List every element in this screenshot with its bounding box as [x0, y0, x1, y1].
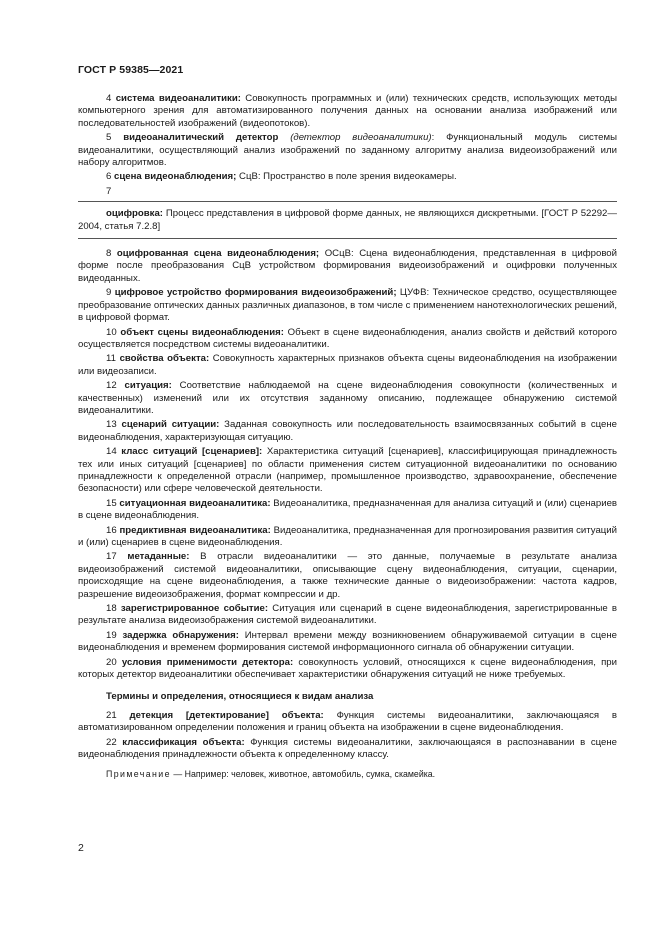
entry-term: система видеоаналитики:	[115, 93, 241, 104]
entry-7-term: оцифровка:	[106, 208, 164, 220]
term-entry-16	[78, 525, 617, 550]
term-list-top	[78, 93, 617, 184]
entry-definition: Совокупность программных и (или) технических средств, использующих методы компьютерного зрения для автоматизированного получения данных на основании анализа изображений или последовательностей изображений (видеопотоков).	[78, 93, 617, 129]
note	[78, 768, 617, 780]
entry-number: 13	[106, 419, 117, 431]
entry-term: сцена видеонаблюдения;	[114, 171, 237, 183]
term-entry-22	[78, 737, 617, 762]
page-number: 2	[78, 842, 84, 854]
term-entry-11	[78, 353, 617, 378]
entry-definition: Интервал времени между возникновением обнаруживаемой ситуации в сцене видеонаблюдения и временем формирования системой информационного сигнала об обнаружении ситуации.	[78, 629, 617, 654]
entry-definition: ЦУФВ: Техническое средство, осуществляющее преобразование оптических данных различных диапазонов, в том числе с применением нанотехнологических решений, в цифровой формат.	[78, 287, 617, 324]
entry-number: 18	[106, 603, 117, 615]
term-entry-10	[78, 327, 617, 352]
term-entry-17	[78, 551, 617, 601]
entry-term: цифровое устройство формирования видеоизображений;	[114, 287, 397, 299]
entry-definition: Характеристика ситуаций [сценариев], классифицирующая принадлежность тех или иных ситуаций [сценариев] по области применения систем ситуационной видеоаналитики по основанию принадлежности к определенной отрасли (например, промышленное производство, здравоохранение, обеспечение безопасности) или сфере человеческой деятельности.	[78, 446, 617, 495]
entry-number: 12	[106, 380, 117, 392]
term-entry-18	[78, 603, 617, 628]
entry-definition: Соответствие наблюдаемой на сцене видеонаблюдения совокупности (количественных и качественных) изменений или их отсутствия заданному описанию, подлежащее обнаружению системой видеоаналитики.	[78, 380, 617, 416]
entry-term: предиктивная видеоаналитика:	[119, 524, 271, 536]
entry-number: 6	[106, 171, 112, 183]
entry-number: 22	[106, 736, 117, 748]
entry-term: ситуационная видеоаналитика:	[119, 497, 271, 509]
entry-definition: Видеоаналитика, предназначенная для анализа ситуаций и (или) сценариев в сцене видеонаблюдения.	[78, 497, 618, 522]
term-list-bottom	[78, 710, 617, 762]
entry-definition: Видеоаналитика, предназначенная для прогнозирования развития ситуаций и (или) сценариев в сцене видеонаблюдения.	[78, 524, 618, 548]
entry-7-number: 7	[106, 185, 112, 197]
term-entry-9	[78, 287, 617, 324]
entry-definition: ОСцВ: Сцена видеонаблюдения, представленная в цифровой форме после преобразования СцВ устройством формирования видеоизображений и оцифровки полученных видеоданных.	[78, 248, 618, 284]
term-entry-8	[78, 248, 617, 285]
entry-definition: Заданная совокупность или последовательность взаимосвязанных событий в сцене видеонаблюдения, характеризующая ситуацию.	[78, 419, 618, 443]
document-header: ГОСТ Р 59385—2021	[78, 64, 184, 76]
term-list-main	[78, 248, 617, 681]
entry-term: условия применимости детектора:	[121, 656, 294, 668]
entry-definition: Ситуация или сценарий в сцене видеонаблюдения, зарегистрированные в результате анализа видеоизображения системой видеоаналитики.	[78, 603, 617, 627]
term-entry-12	[78, 380, 617, 417]
entry-definition: СцВ: Пространство в поле зрения видеокамеры.	[236, 171, 457, 183]
term-entry-14	[78, 446, 617, 496]
entry-number: 16	[106, 524, 117, 536]
entry-number: 5	[106, 132, 112, 144]
entry-definition: В отрасли видеоаналитики — это данные, получаемые в результате анализа видеоизображений системой видеоаналитики, описывающие сцену видеонаблюдения, ситуации, сценарии, происходящие на сцене видеонаблюдения, а также технические данные о видеоизображении: частота кадров, разрешение видеоизображения, формат компрессии и др.	[78, 551, 618, 600]
document-body	[78, 93, 617, 780]
entry-definition: : Функциональный модуль системы видеоаналитики, осуществляющий анализ изображений по заданному алгоритму анализа видеоизображений или набору алгоритмов.	[78, 132, 617, 169]
entry-term: объект сцены видеонаблюдения:	[120, 326, 284, 338]
term-entry-4	[78, 93, 617, 130]
entry-number: 15	[106, 497, 117, 509]
term-entry-15	[78, 498, 617, 523]
entry-term: задержка обнаружения:	[122, 629, 239, 641]
note-label: Примечание	[106, 768, 171, 779]
entry-term: оцифрованная сцена видеонаблюдения;	[116, 248, 320, 260]
entry-7-reference: [ГОСТ Р 52292—2004, статья 7.2.8]	[78, 208, 617, 232]
entry-number: 4	[106, 93, 112, 104]
entry-definition: Совокупность характерных признаков объекта сцены видеонаблюдения на изображении или видеозаписи.	[78, 353, 617, 377]
entry-number: 9	[106, 287, 112, 299]
entry-number: 14	[106, 446, 117, 458]
entry-definition: Функция системы видеоаналитики, заключающаяся в распознавании в сцене видеонаблюдения принадлежности объекта к определенному классу.	[78, 736, 617, 761]
entry-definition: Функция системы видеоаналитики, заключающаяся в автоматизированном определении положения и границ объекта на изображении в сцене видеонаблюдения.	[78, 709, 618, 734]
entry-term: детекция [детектирование] объекта:	[129, 709, 324, 721]
term-entry-5	[78, 132, 617, 169]
term-entry-19	[78, 630, 617, 655]
entry-term: метаданные:	[127, 551, 190, 563]
quoted-definition-box	[78, 201, 617, 239]
note-text: — Например: человек, животное, автомобиль, сумка, скамейка.	[170, 768, 436, 779]
entry-number: 19	[106, 629, 117, 641]
entry-number: 20	[106, 656, 117, 668]
entry-7-definition	[78, 208, 617, 233]
entry-definition: Объект в сцене видеонаблюдения, анализ свойств и действий которого осуществляется посредством системы видеоаналитики.	[78, 326, 617, 350]
entry-term: сценарий ситуации:	[121, 419, 220, 431]
entry-term: свойства объекта:	[119, 353, 210, 365]
entry-number: 17	[106, 551, 117, 563]
entry-term: класс ситуаций [сценариев]:	[121, 446, 263, 458]
term-entry-21	[78, 710, 617, 735]
entry-number: 10	[106, 326, 117, 338]
entry-term: видеоаналитический детектор	[123, 132, 279, 144]
entry-7-text: Процесс представления в цифровой форме данных, не являющихся дискретными.	[163, 208, 539, 220]
entry-definition: совокупность условий, относящихся к сцене видеонаблюдения, при которых детектор видеоаналитики обеспечивает характеристики обнаружения ситуаций не ниже требуемых.	[78, 656, 617, 681]
term-entry-20	[78, 657, 617, 682]
term-entry-13	[78, 419, 617, 444]
section-title: Термины и определения, относящиеся к видам анализа	[106, 691, 374, 703]
entry-number: 11	[106, 353, 116, 365]
entry-number: 8	[106, 248, 112, 260]
term-entry-6	[78, 171, 617, 183]
entry-term: ситуация:	[124, 380, 172, 392]
entry-alt-term: (детектор видеоаналитики)	[290, 132, 432, 144]
entry-number: 21	[106, 709, 117, 721]
entry-term: классификация объекта:	[122, 736, 245, 748]
entry-term: зарегистрированное событие:	[120, 603, 269, 615]
